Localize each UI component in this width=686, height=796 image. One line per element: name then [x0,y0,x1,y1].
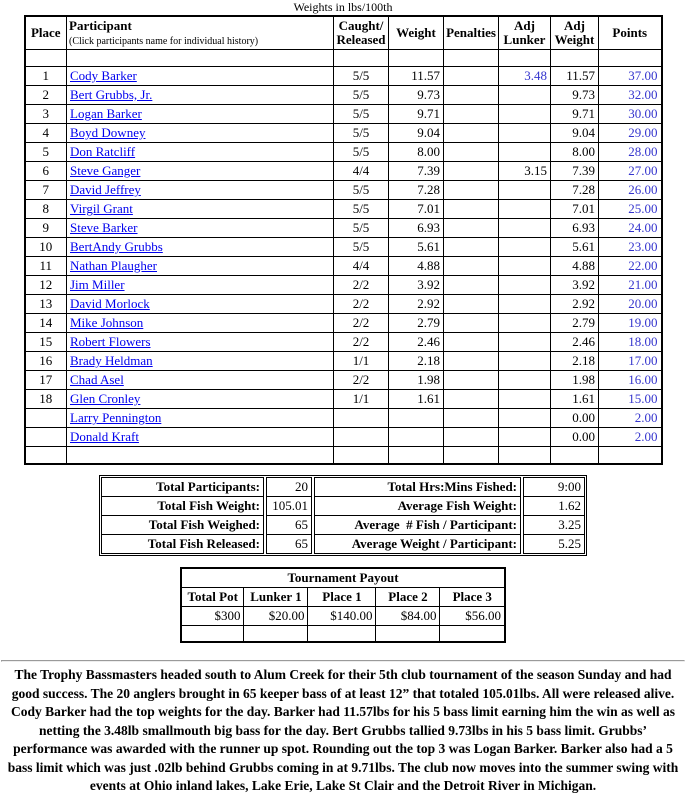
summary-value: 3.25 [524,515,585,534]
spacer-cell [551,50,599,67]
payout-value-row [181,606,505,625]
cell-weight: 8.00 [389,143,444,162]
spacer-cell [25,50,67,67]
summary-value: 20 [267,477,312,496]
participant-link[interactable]: Steve Barker [70,220,138,235]
cell-participant [67,105,334,124]
cell-participant [67,409,334,428]
spacer-cell [389,50,444,67]
cell-place: 16 [25,352,67,371]
cell-adj-lunker [499,314,551,333]
spacer-cell [25,447,67,464]
payout-header-row [181,587,505,606]
cell-place: 1 [25,67,67,86]
cell-weight: 7.28 [389,181,444,200]
payout-empty-cell [308,625,376,642]
cell-weight: 11.57 [389,67,444,86]
cell-weight [389,409,444,428]
cell-weight: 3.92 [389,276,444,295]
participant-link[interactable]: Larry Pennington [70,410,162,425]
cell-adj-lunker [499,257,551,276]
cell-weight: 4.88 [389,257,444,276]
cell-adj-lunker [499,124,551,143]
cell-participant [67,162,334,181]
cell-adj-weight: 7.01 [551,200,599,219]
cell-participant [67,390,334,409]
col-header-weight: Weight [389,16,444,50]
adj-lunker-header-line2: Lunker [503,32,546,47]
table-row [25,314,662,333]
cell-adj-lunker [499,105,551,124]
spacer-cell [334,447,389,464]
cell-participant [67,276,334,295]
summary-value: 105.01 [267,496,312,515]
cell-adj-weight: 5.61 [551,238,599,257]
payout-value: $84.00 [376,606,440,625]
cell-adj-weight: 2.79 [551,314,599,333]
cell-weight: 6.93 [389,219,444,238]
divider-rule [1,660,685,662]
participant-link[interactable]: BertAndy Grubbs [70,239,163,254]
payout-col-header: Total Pot [181,587,244,606]
participant-link[interactable]: Nathan Plaugher [70,258,158,273]
payout-col-header: Lunker 1 [244,587,308,606]
cell-caught-released: 2/2 [334,295,389,314]
cell-caught-released: 5/5 [334,105,389,124]
cell-place: 18 [25,390,67,409]
cell-penalties [444,124,499,143]
summary-right-values [523,477,585,554]
cell-caught-released [334,428,389,447]
participant-link[interactable]: Glen Cronley [70,391,141,406]
cell-points: 30.00 [599,105,662,124]
participant-header-label: Participant [69,18,132,33]
cell-weight: 2.79 [389,314,444,333]
col-header-participant [67,16,334,50]
summary-value: 5.25 [524,534,585,553]
cell-adj-lunker [499,352,551,371]
cell-adj-lunker [499,428,551,447]
payout-title-row [181,568,505,588]
cell-points: 22.00 [599,257,662,276]
summary-value: 65 [267,515,312,534]
cell-penalties [444,333,499,352]
cell-caught-released: 5/5 [334,200,389,219]
table-row [25,371,662,390]
cell-place: 3 [25,105,67,124]
cell-participant [67,371,334,390]
results-table [24,15,663,465]
cell-place: 4 [25,124,67,143]
cell-weight [389,428,444,447]
cell-weight: 5.61 [389,238,444,257]
cell-adj-lunker [499,238,551,257]
cell-points: 16.00 [599,371,662,390]
cell-points: 19.00 [599,314,662,333]
cell-points: 15.00 [599,390,662,409]
cell-participant [67,333,334,352]
cell-weight: 7.01 [389,200,444,219]
col-header-penalties: Penalties [444,16,499,50]
cell-penalties [444,200,499,219]
summary-label: Total Fish Weight: [102,496,264,515]
cell-caught-released: 4/4 [334,162,389,181]
spacer-cell [551,447,599,464]
cell-adj-weight: 2.18 [551,352,599,371]
cell-points: 37.00 [599,67,662,86]
cell-participant [67,181,334,200]
col-header-points: Points [599,16,662,50]
participant-link[interactable]: Boyd Downey [70,125,146,140]
payout-value: $56.00 [440,606,505,625]
cell-caught-released: 1/1 [334,352,389,371]
spacer-cell [67,447,334,464]
payout-col-header: Place 1 [308,587,376,606]
cell-participant [67,295,334,314]
cell-adj-weight: 4.88 [551,257,599,276]
cell-caught-released: 5/5 [334,67,389,86]
cell-adj-weight: 9.73 [551,86,599,105]
cell-place: 5 [25,143,67,162]
adj-lunker-header-line1: Adj [514,18,535,33]
cell-adj-weight: 2.92 [551,295,599,314]
cell-adj-lunker [499,219,551,238]
summary-value: 65 [267,534,312,553]
cell-adj-lunker [499,276,551,295]
cell-penalties [444,371,499,390]
cell-penalties [444,67,499,86]
spacer-cell [444,447,499,464]
table-row [25,257,662,276]
cell-place [25,428,67,447]
participant-link[interactable]: Chad Asel [70,372,124,387]
summary-label: Total Hrs:Mins Fished: [315,477,521,496]
cell-caught-released: 2/2 [334,333,389,352]
cell-participant [67,238,334,257]
cell-participant [67,314,334,333]
spacer-cell [499,447,551,464]
cell-participant [67,143,334,162]
col-header-adj-weight [551,16,599,50]
summary-left-values [266,477,312,554]
cell-adj-weight: 2.46 [551,333,599,352]
cell-weight: 2.46 [389,333,444,352]
summary-label: Average Weight / Participant: [315,534,521,553]
cell-adj-lunker [499,181,551,200]
summary-label: Total Fish Released: [102,534,264,553]
cell-penalties [444,314,499,333]
participant-link[interactable]: Bert Grubbs, Jr. [70,87,153,102]
cell-caught-released: 5/5 [334,219,389,238]
cell-place: 9 [25,219,67,238]
col-header-caught-released [334,16,389,50]
participant-header-note: (Click participants name for individual history) [69,36,259,47]
cell-adj-lunker [499,390,551,409]
summary-label: Average Fish Weight: [315,496,521,515]
cell-penalties [444,428,499,447]
payout-empty-cell [440,625,505,642]
cell-adj-lunker: 3.48 [499,67,551,86]
cell-weight: 9.04 [389,124,444,143]
cell-penalties [444,143,499,162]
cell-place: 15 [25,333,67,352]
cell-caught-released: 5/5 [334,238,389,257]
cell-adj-weight: 7.28 [551,181,599,200]
cell-place: 13 [25,295,67,314]
cell-points: 25.00 [599,200,662,219]
cell-points: 20.00 [599,295,662,314]
cell-place: 11 [25,257,67,276]
participant-link[interactable]: Mike Johnson [70,315,144,330]
participant-link[interactable]: Cody Barker [70,68,137,83]
tournament-report: The Trophy Bassmasters headed south to Alum Creek for their 5th club tournament of the season Sunday and had good success. The 20 anglers brought in 65 keeper bass of at least 12” that totaled 105.01lbs. All were released alive. Cody Barker had the top weights for the day. Barker had 11.57lbs for his 5 bass limit earning him the win as well as netting the 3.48lb smallmouth big bass for the day. Bert Grubbs tallied 9.73lbs in his 5 bass limit. Grubbs’ performance was awarded with the runner up spot. Rounding out the top 3 was Logan Barker. Barker also had a 5 bass limit which was just .02lb behind Grubbs coming in at 9.71lbs. The club now moves into the summer swing with events at Ohio inland lakes, Lake Erie, Lake St Clair and the Detroit River in Michigan. [7,667,679,793]
cell-adj-lunker [499,200,551,219]
table-row [25,295,662,314]
participant-link[interactable]: Don Ratcliff [70,144,136,159]
cell-points: 2.00 [599,409,662,428]
table-row [25,276,662,295]
cell-points: 21.00 [599,276,662,295]
participant-link[interactable]: Jim Miller [70,277,125,292]
table-row [25,86,662,105]
cell-adj-weight: 0.00 [551,428,599,447]
participant-link[interactable]: Logan Barker [70,106,142,121]
payout-empty-cell [181,625,244,642]
cell-penalties [444,181,499,200]
summary-value: 1.62 [524,496,585,515]
summary-right-labels [314,477,521,554]
participant-link[interactable]: Steve Ganger [70,163,141,178]
spacer-cell [67,50,334,67]
page-title: Weights in lbs/100th [293,0,393,14]
cell-caught-released [334,409,389,428]
cell-participant [67,124,334,143]
cell-participant [67,428,334,447]
adj-weight-header-line1: Adj [564,18,585,33]
cell-adj-weight: 1.98 [551,371,599,390]
cell-adj-lunker [499,409,551,428]
participant-link[interactable]: David Morlock [70,296,150,311]
cell-penalties [444,352,499,371]
cell-participant [67,67,334,86]
cell-adj-lunker [499,371,551,390]
table-row [25,67,662,86]
cell-adj-weight: 11.57 [551,67,599,86]
participant-link[interactable]: Brady Heldman [70,353,153,368]
cell-weight: 2.18 [389,352,444,371]
spacer-cell [599,447,662,464]
payout-empty-cell [244,625,308,642]
cell-adj-weight: 7.39 [551,162,599,181]
cell-caught-released: 2/2 [334,371,389,390]
participant-link[interactable]: David Jeffrey [70,182,141,197]
cell-adj-lunker [499,86,551,105]
cell-penalties [444,162,499,181]
participant-link[interactable]: Virgil Grant [70,201,133,216]
cell-caught-released: 5/5 [334,124,389,143]
cell-penalties [444,390,499,409]
cell-penalties [444,86,499,105]
cell-points: 17.00 [599,352,662,371]
cell-penalties [444,409,499,428]
cell-points: 26.00 [599,181,662,200]
cell-place: 6 [25,162,67,181]
spacer-cell [444,50,499,67]
cell-place: 7 [25,181,67,200]
cell-points: 2.00 [599,428,662,447]
cell-place: 2 [25,86,67,105]
cell-weight: 9.73 [389,86,444,105]
cell-penalties [444,238,499,257]
cell-place [25,409,67,428]
cell-weight: 9.71 [389,105,444,124]
cell-caught-released: 4/4 [334,257,389,276]
cell-points: 28.00 [599,143,662,162]
cell-caught-released: 1/1 [334,390,389,409]
participant-link[interactable]: Robert Flowers [70,334,151,349]
table-row [25,352,662,371]
summary-label: Total Participants: [102,477,264,496]
cell-penalties [444,219,499,238]
payout-empty-row [181,625,505,642]
cell-caught-released: 5/5 [334,143,389,162]
cell-points: 24.00 [599,219,662,238]
cell-points: 27.00 [599,162,662,181]
table-row [25,200,662,219]
col-header-adj-lunker [499,16,551,50]
table-row [25,181,662,200]
cell-weight: 2.92 [389,295,444,314]
table-row [25,219,662,238]
table-row [25,333,662,352]
cell-participant [67,219,334,238]
cell-adj-lunker: 3.15 [499,162,551,181]
cell-penalties [444,257,499,276]
caught-header-line2: Released [336,32,386,47]
spacer-cell [334,50,389,67]
summary-left-labels [101,477,264,554]
cell-caught-released: 2/2 [334,276,389,295]
cell-place: 10 [25,238,67,257]
payout-empty-cell [376,625,440,642]
caught-header-line1: Caught/ [338,18,384,33]
cell-place: 8 [25,200,67,219]
cell-adj-weight: 1.61 [551,390,599,409]
spacer-cell [499,50,551,67]
table-row [25,238,662,257]
results-header-row [25,16,662,50]
cell-adj-weight: 3.92 [551,276,599,295]
payout-value: $140.00 [308,606,376,625]
cell-place: 12 [25,276,67,295]
table-row [25,143,662,162]
summary-label: Average # Fish / Participant: [315,515,521,534]
cell-caught-released: 5/5 [334,181,389,200]
cell-place: 14 [25,314,67,333]
table-row [25,390,662,409]
spacer-row-top [25,50,662,67]
cell-adj-weight: 9.71 [551,105,599,124]
summary-panel [99,475,587,556]
cell-points: 29.00 [599,124,662,143]
table-row [25,105,662,124]
table-row [25,162,662,181]
cell-points: 23.00 [599,238,662,257]
payout-col-header: Place 2 [376,587,440,606]
table-row [25,409,662,428]
table-row [25,428,662,447]
payout-value: $300 [181,606,244,625]
cell-points: 18.00 [599,333,662,352]
cell-weight: 7.39 [389,162,444,181]
cell-adj-lunker [499,333,551,352]
cell-participant [67,200,334,219]
cell-adj-lunker [499,143,551,162]
spacer-cell [599,50,662,67]
cell-adj-weight: 6.93 [551,219,599,238]
payout-title: Tournament Payout [181,568,505,588]
payout-col-header: Place 3 [440,587,505,606]
cell-adj-weight: 9.04 [551,124,599,143]
summary-label: Total Fish Weighed: [102,515,264,534]
payout-value: $20.00 [244,606,308,625]
adj-weight-header-line2: Weight [554,32,595,47]
cell-penalties [444,295,499,314]
table-row [25,124,662,143]
cell-participant [67,86,334,105]
cell-penalties [444,105,499,124]
cell-caught-released: 2/2 [334,314,389,333]
spacer-row-bottom [25,447,662,464]
cell-participant [67,257,334,276]
cell-adj-lunker [499,295,551,314]
cell-caught-released: 5/5 [334,86,389,105]
cell-weight: 1.61 [389,390,444,409]
summary-value: 9:00 [524,477,585,496]
cell-adj-weight: 8.00 [551,143,599,162]
cell-participant [67,352,334,371]
cell-adj-weight: 0.00 [551,409,599,428]
cell-place: 17 [25,371,67,390]
spacer-cell [389,447,444,464]
cell-points: 32.00 [599,86,662,105]
col-header-place: Place [25,16,67,50]
cell-weight: 1.98 [389,371,444,390]
participant-link[interactable]: Donald Kraft [70,429,139,444]
cell-penalties [444,276,499,295]
payout-table [180,567,506,644]
